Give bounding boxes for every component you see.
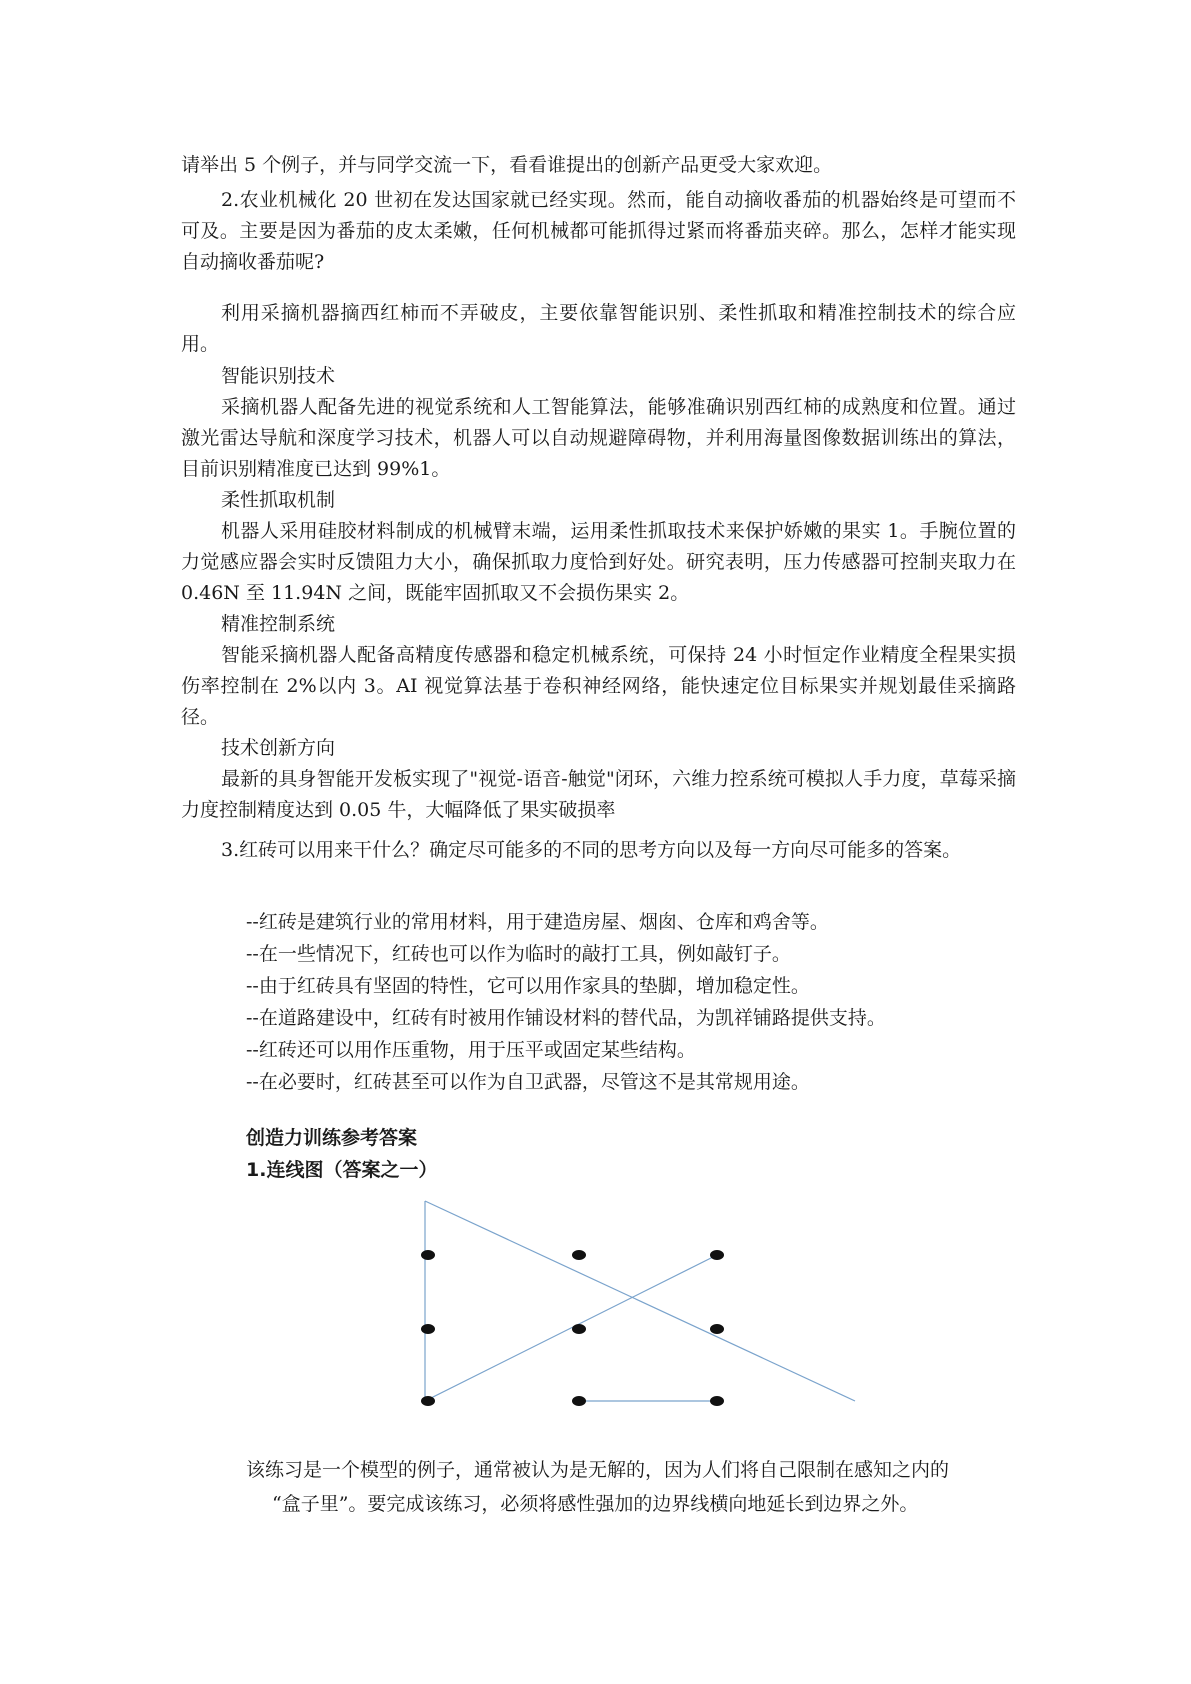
diagonal-line [425,1201,855,1401]
list-item: --由于红砖具有坚固的特性，它可以用作家具的垫脚，增加稳定性。 [246,975,810,997]
paragraph-brick-question: 3.红砖可以用来干什么？确定尽可能多的不同的思考方向以及每一方向尽可能多的答案。 [221,839,962,861]
explanation-line-2: “盒子里”。要完成该练习，必须将感性强加的边界线横向地延长到边界之外。 [272,1493,919,1515]
solution-lines [425,1201,855,1401]
paragraph-tomato-answer-intro: 利用采摘机器摘西红柿而不弄破皮，主要依靠智能识别、柔性抓取和精准控制技术的综合应用。 [181,302,1016,355]
list-item: --红砖是建筑行业的常用材料，用于建造房屋、烟囱、仓库和鸡舍等。 [246,911,829,933]
dot [572,1324,586,1334]
answers-title: 创造力训练参考答案 [246,1127,418,1149]
rising-diagonal-line [425,1255,717,1401]
heading-tech-innovation: 技术创新方向 [221,737,336,759]
list-item: --在道路建设中，红砖有时被用作铺设材料的替代品，为凯祥铺路提供支持。 [246,1007,886,1029]
explanation-line-1: 该练习是一个模型的例子，通常被认为是无解的，因为人们将自己限制在感知之内的 [246,1459,950,1481]
heading-precise-control: 精准控制系统 [221,613,336,635]
list-item: --红砖还可以用作压重物，用于压平或固定某些结构。 [246,1039,696,1061]
list-item: --在必要时，红砖甚至可以作为自卫武器，尽管这不是其常规用途。 [246,1071,810,1093]
heading-flexible-grasp: 柔性抓取机制 [221,489,336,511]
paragraph-precise-control: 智能采摘机器人配备高精度传感器和稳定机械系统，可保持 24 小时恒定作业精度全程果实损伤率控制在 2%以内 3。AI 视觉算法基于卷积神经网络，能快速定位目标果实并规划最佳采摘路径。 [181,644,1016,728]
paragraph-smart-recognition: 采摘机器人配备先进的视觉系统和人工智能算法，能够准确识别西红柿的成熟度和位置。通过激光雷达导航和深度学习技术，机器人可以自动规避障碍物，并利用海量图像数据训练出的算法，目前识别精准度已达到 99%1。 [181,396,1016,480]
dot [421,1396,435,1406]
list-item: --在一些情况下，红砖也可以作为临时的敲打工具，例如敲钉子。 [246,943,791,965]
paragraph-tech-innovation: 最新的具身智能开发板实现了"视觉-语音-触觉"闭环，六维力控系统可模拟人手力度，草莓采摘力度控制精度达到 0.05 牛，大幅降低了果实破损率 [181,768,1016,821]
paragraph-tomato-question: 2.农业机械化 20 世初在发达国家就已经实现。然而，能自动摘收番茄的机器始终是可望而不可及。主要是因为番茄的皮太柔嫩，任何机械都可能抓得过紧而将番茄夹碎。那么，怎样才能实现自动摘收番茄呢? [181,189,1016,273]
paragraph-flexible-grasp: 机器人采用硅胶材料制成的机械臂末端，运用柔性抓取技术来保护娇嫩的果实 1。手腕位置的力觉感应器会实时反馈阻力大小，确保抓取力度恰到好处。研究表明，压力传感器可控制夹取力在 0.46N 至 11.94N 之间，既能牢固抓取又不会损伤果实 2。 [181,520,1016,604]
dot [421,1250,435,1260]
brick-uses-list [246,906,1016,1098]
heading-smart-recognition: 智能识别技术 [221,365,336,387]
dots-group [421,1250,724,1406]
paragraph-intro-tail: 请举出 5 个例子，并与同学交流一下，看看谁提出的创新产品更受大家欢迎。 [181,154,833,176]
dot [572,1250,586,1260]
nine-dots-diagram [400,1190,870,1430]
dot [421,1324,435,1334]
explanation-note [246,1453,1018,1521]
dot [710,1324,724,1334]
dot [710,1250,724,1260]
dot [710,1396,724,1406]
dot [572,1396,586,1406]
answers-subtitle: 1.连线图（答案之一） [246,1159,438,1181]
